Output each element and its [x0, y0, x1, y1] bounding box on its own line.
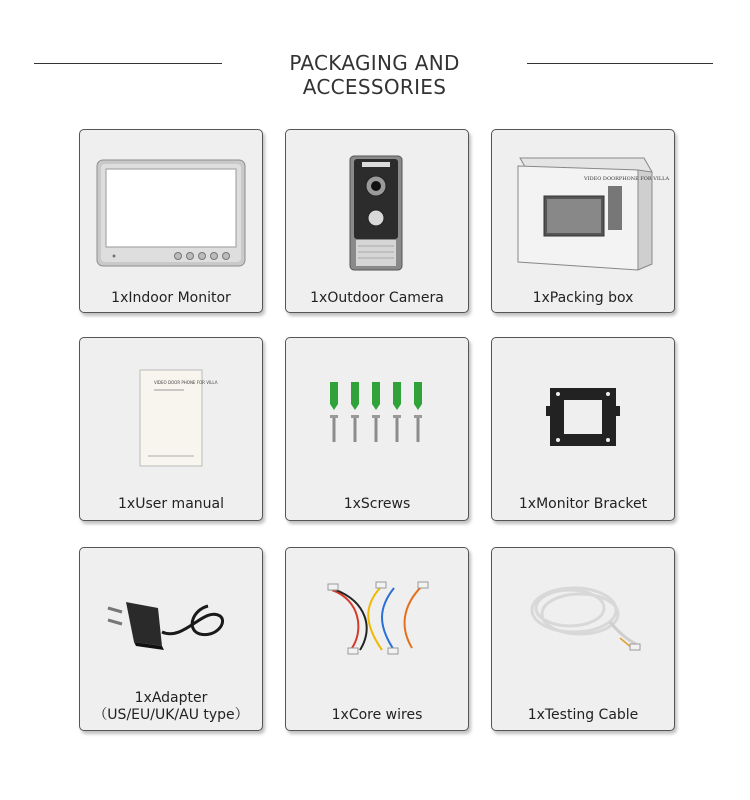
box-print-text: VIDEO DOORPHONE FOR VILLA — [584, 176, 670, 182]
item-label: 1xPacking box — [532, 290, 634, 306]
item-label: 1xTesting Cable — [527, 707, 639, 723]
screws-icon — [324, 380, 428, 446]
accessory-card-adapter — [79, 547, 263, 731]
monitor-bracket-icon — [546, 384, 620, 450]
accessory-card-screws — [285, 337, 469, 521]
accessory-card-core-wires — [285, 547, 469, 731]
item-label: 1xIndoor Monitor — [111, 290, 231, 306]
power-adapter-icon — [104, 576, 234, 660]
accessory-card-user-manual — [79, 337, 263, 521]
accessory-card-packing-box — [491, 129, 675, 313]
header-divider-right — [527, 63, 713, 64]
indoor-monitor-icon — [96, 159, 246, 267]
item-label: 1xAdapter — [134, 690, 208, 706]
core-wires-icon — [324, 578, 432, 658]
testing-cable-icon — [524, 582, 644, 658]
page-title: PACKAGING AND ACCESSORIES — [289, 51, 460, 99]
item-label: 1xScrews — [343, 496, 411, 512]
user-manual-icon — [138, 368, 218, 468]
item-label: 1xOutdoor Camera — [310, 290, 444, 306]
accessory-card-testing-cable — [491, 547, 675, 731]
accessory-card-outdoor-camera — [285, 129, 469, 313]
item-label-line2: （US/EU/UK/AU type） — [93, 707, 249, 723]
manual-cover-text: VIDEO DOOR PHONE FOR VILLA — [154, 380, 218, 385]
item-label: 1xMonitor Bracket — [518, 496, 648, 512]
item-label: 1xCore wires — [331, 707, 423, 723]
section-header — [0, 48, 750, 99]
accessory-card-monitor-bracket — [491, 337, 675, 521]
outdoor-camera-icon — [348, 154, 404, 272]
item-label: 1xUser manual — [118, 496, 224, 512]
accessory-card-indoor-monitor — [79, 129, 263, 313]
packing-box-icon — [514, 152, 670, 272]
header-divider-left — [34, 63, 222, 64]
